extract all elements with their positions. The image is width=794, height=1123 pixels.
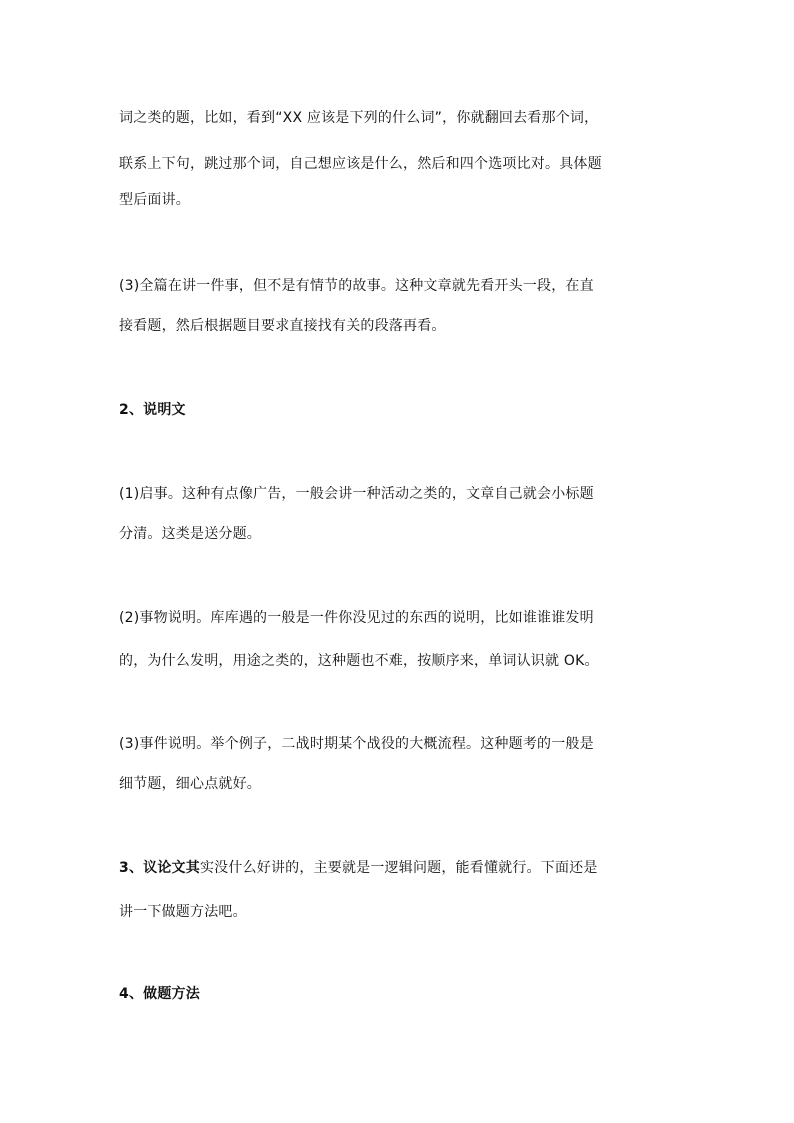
paragraph-line: 词之类的题，比如，看到“XX 应该是下列的什么词”，你就翻回去看那个词， [119,110,599,126]
section-heading-inline: 3、议论文其 [119,860,200,876]
paragraph-line: 讲一下做题方法吧。 [119,904,247,920]
paragraph-line [119,858,699,878]
paragraph-line: 联系上下句，跳过那个词，自己想应该是什么，然后和四个选项比对。具体题 [119,156,602,172]
paragraph-line: (3)事件说明。举个例子，二战时期某个战役的大概流程。这种题考的一般是 [119,736,594,752]
paragraph-line: 细节题，细心点就好。 [119,776,261,792]
paragraph-line: (2)事物说明。库库遇的一般是一件你没见过的东西的说明，比如谁谁谁发明 [119,610,594,626]
paragraph-line: 分清。这类是送分题。 [119,526,261,542]
paragraph-line: (3)全篇在讲一件事，但不是有情节的故事。这种文章就先看开头一段，在直 [119,278,594,294]
section-heading: 4、做题方法 [119,986,200,1002]
paragraph-line: 的，为什么发明，用途之类的，这种题也不难，按顺序来，单词认识就 OK。 [119,653,599,669]
paragraph-line: (1)启事。这种有点像广告，一般会讲一种活动之类的，文章自己就会小标题 [119,486,594,502]
section-heading: 2、说明文 [119,402,186,418]
paragraph-line: 接看题，然后根据题目要求直接找有关的段落再看。 [119,318,446,334]
paragraph-line: 型后面讲。 [119,192,190,208]
paragraph-text: 实没什么好讲的，主要就是一逻辑问题，能看懂就行。下面还是 [199,860,598,876]
